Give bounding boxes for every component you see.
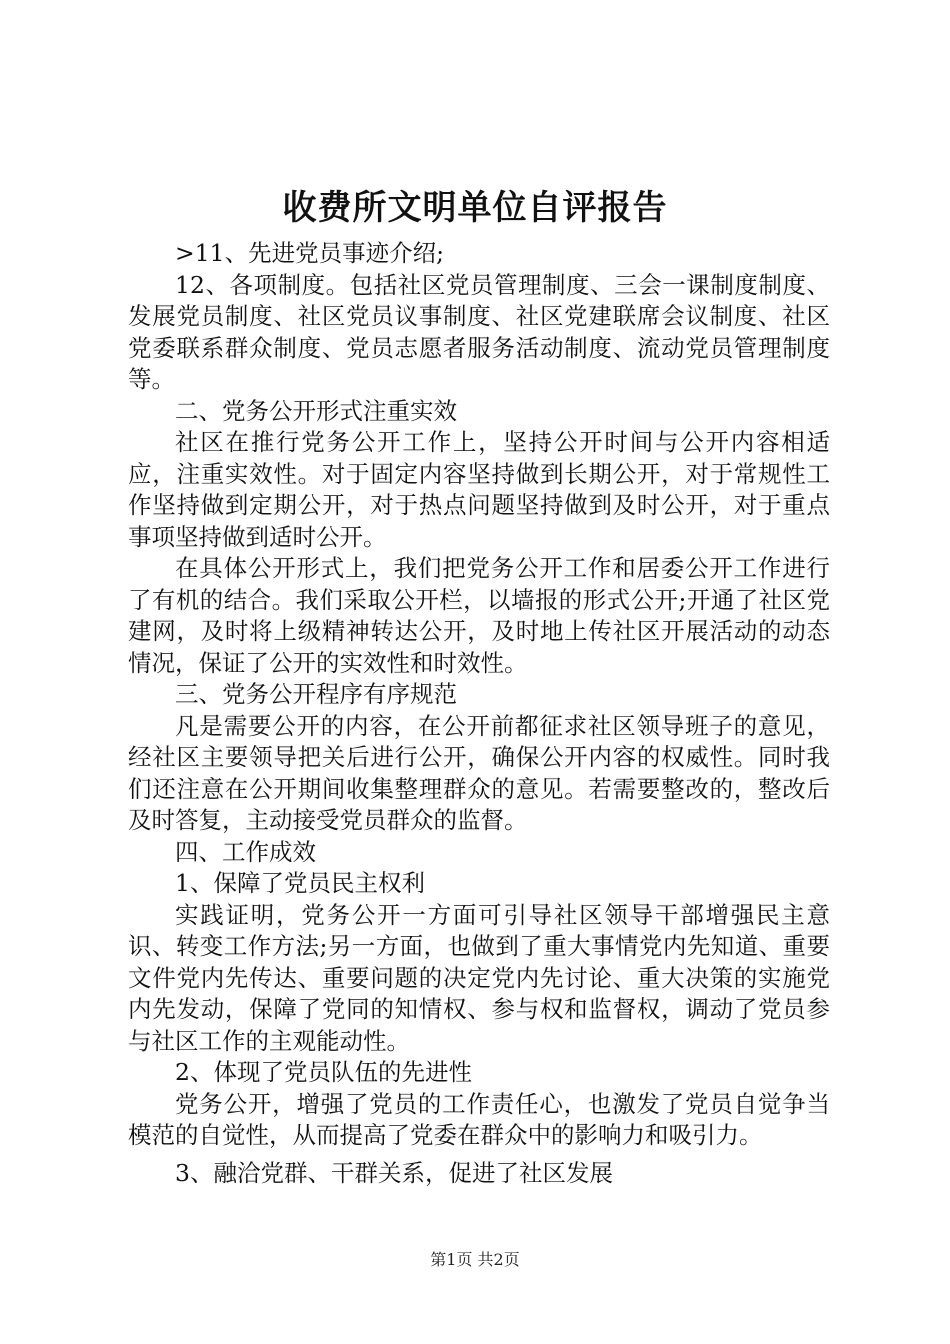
section-heading-2: 二、党务公开形式注重实效: [175, 396, 457, 425]
paragraph-4-2-body: 党务公开，增强了党员的工作责任心，也激发了党员自觉争当模范的自觉性，从而提高了党委在群众中的影响力和吸引力。: [128, 1089, 830, 1149]
paragraph-4-1-body: 实践证明，党务公开一方面可引导社区领导干部增强民主意识、转变工作方法;另一方面，也做到了重大事情党内先知道、重要文件党内先传达、重要问题的决定党内先讨论、重大决策的实施党内先发动，保障了党同的知情权、参与权和监督权，调动了党员参与社区工作的主观能动性。: [128, 900, 830, 1055]
section-heading-3: 三、党务公开程序有序规范: [175, 680, 457, 708]
subheading-4-3: 3、融洽党群、干群关系，促进了社区发展: [175, 1158, 613, 1187]
paragraph-section-3-body: 凡是需要公开的内容，在公开前都征求社区领导班子的意见，经社区主要领导把关后进行公开，确保公开内容的权威性。同时我们还注意在公开期间收集整理群众的意见。若需要整改的，整改后及时答复，主动接受党员群众的监督。: [128, 711, 830, 834]
subheading-4-1: 1、保障了党员民主权利: [175, 869, 425, 897]
subheading-4-2: 2、体现了党员队伍的先进性: [175, 1058, 472, 1086]
page-footer: 第1页 共2页: [430, 1250, 520, 1269]
section-heading-4: 四、工作成效: [175, 837, 316, 866]
document-title: 收费所文明单位自评报告: [282, 188, 668, 228]
document-body: [128, 238, 830, 1189]
paragraph-section-2-body-1: 社区在推行党务公开工作上，坚持公开时间与公开内容相适应，注重实效性。对于固定内容坚持做到长期公开，对于常规性工作坚持做到定期公开，对于热点问题坚持做到及时公开，对于重点事项坚持做到适时公开。: [128, 428, 830, 551]
paragraph-item-12-rules: 12、各项制度。包括社区党员管理制度、三会一课制度制度、发展党员制度、社区党员议事制度、社区党建联席会议制度、社区党委联系群众制度、党员志愿者服务活动制度、流动党员管理制度等。: [128, 270, 830, 393]
paragraph-section-2-body-2: 在具体公开形式上，我们把党务公开工作和居委公开工作进行了有机的结合。我们采取公开栏，以墙报的形式公开;开通了社区党建网，及时将上级精神转达公开，及时地上传社区开展活动的动态情况，保证了公开的实效性和时效性。: [128, 554, 830, 677]
paragraph-item-11: >11、先进党员事迹介绍;: [175, 239, 445, 267]
